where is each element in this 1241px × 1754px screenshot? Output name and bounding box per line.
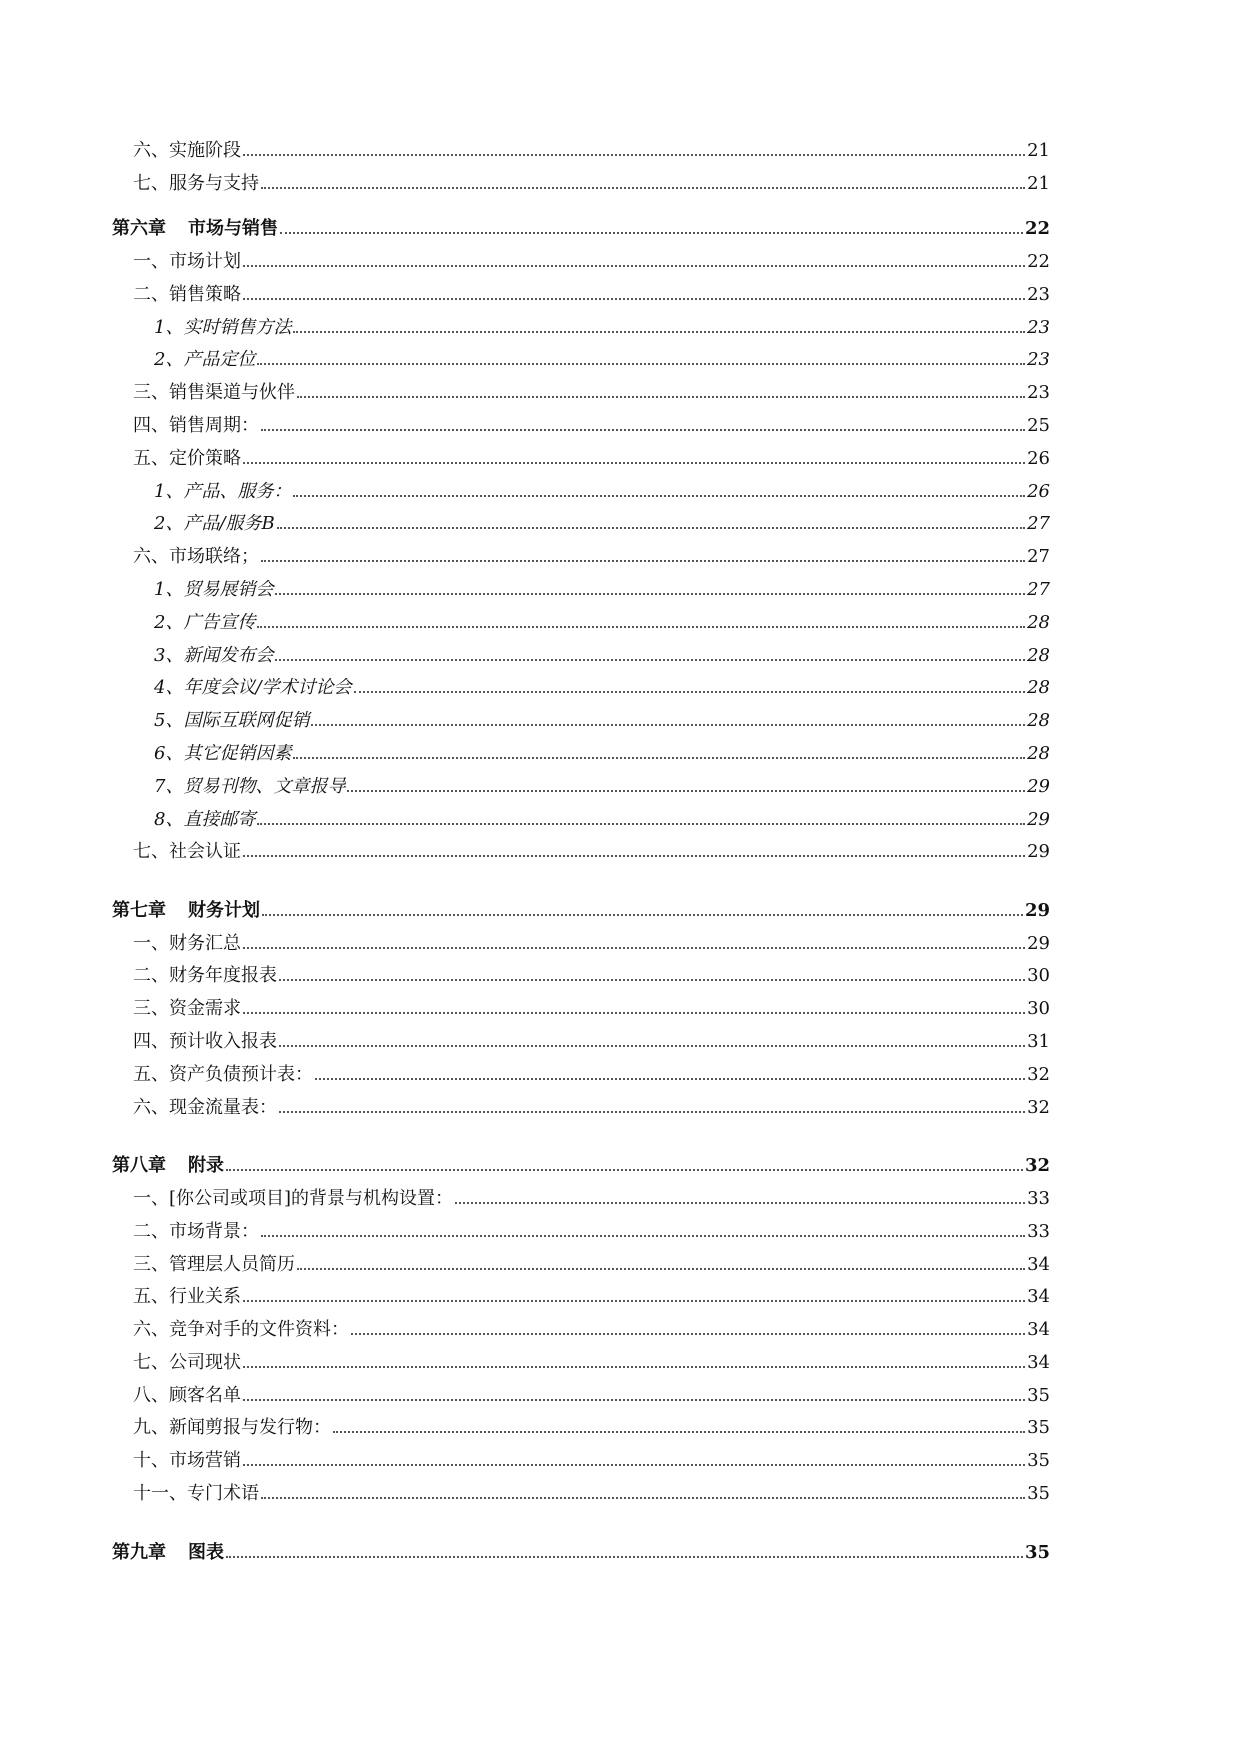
toc-entry-title: 3、新闻发布会 bbox=[154, 644, 274, 666]
toc-page-number: 29 bbox=[1027, 841, 1050, 863]
toc-entry-title: 八、顾客名单 bbox=[133, 1384, 241, 1406]
toc-page-number: 34 bbox=[1027, 1351, 1050, 1373]
toc-entry-title: 5、国际互联网促销 bbox=[154, 710, 310, 732]
toc-page-number: 29 bbox=[1027, 775, 1050, 797]
toc-section-entry[interactable] bbox=[112, 987, 1050, 1020]
toc-dot-leader bbox=[333, 1431, 1025, 1433]
toc-section-entry[interactable] bbox=[112, 1341, 1050, 1374]
toc-section-entry[interactable] bbox=[112, 1374, 1050, 1407]
toc-entry-title bbox=[112, 1155, 224, 1177]
toc-dot-leader bbox=[261, 560, 1025, 562]
toc-subsection-entry[interactable] bbox=[112, 568, 1050, 601]
toc-dot-leader bbox=[257, 363, 1025, 365]
toc-subsection-entry[interactable] bbox=[112, 634, 1050, 667]
toc-page-number: 23 bbox=[1027, 283, 1050, 305]
toc-page-number: 22 bbox=[1027, 250, 1050, 272]
toc-dot-leader bbox=[243, 1300, 1025, 1302]
toc-entry-title: 十、市场营销 bbox=[133, 1450, 241, 1472]
toc-dot-leader bbox=[261, 429, 1025, 431]
toc-entry-title: 四、预计收入报表 bbox=[133, 1031, 277, 1053]
toc-entry-title: 8、直接邮寄 bbox=[154, 808, 256, 830]
toc-dot-leader bbox=[243, 298, 1025, 300]
toc-section-entry[interactable] bbox=[112, 273, 1050, 306]
toc-dot-leader bbox=[275, 659, 1025, 661]
toc-page-number: 35 bbox=[1027, 1417, 1050, 1439]
toc-page-number: 31 bbox=[1027, 1031, 1050, 1053]
toc-dot-leader bbox=[297, 396, 1025, 398]
toc-page-number: 35 bbox=[1027, 1384, 1050, 1406]
toc-page-number: 28 bbox=[1027, 710, 1050, 732]
toc-dot-leader bbox=[243, 1464, 1025, 1466]
toc-page-number: 26 bbox=[1027, 480, 1050, 502]
toc-entry-title: 4、年度会议/学术讨论会 bbox=[154, 677, 352, 699]
toc-dot-leader bbox=[243, 1366, 1025, 1368]
toc-entry-title: 6、其它促销因素 bbox=[154, 742, 292, 764]
toc-chapter-number: 第九章 bbox=[112, 1541, 166, 1563]
toc-section-entry[interactable] bbox=[112, 1407, 1050, 1440]
toc-chapter-entry[interactable] bbox=[112, 195, 1050, 241]
toc-section-entry[interactable] bbox=[112, 1177, 1050, 1210]
toc-dot-leader bbox=[293, 331, 1025, 333]
toc-entry-title: 七、公司现状 bbox=[133, 1351, 241, 1373]
toc-page-number: 27 bbox=[1027, 546, 1050, 568]
toc-subsection-entry[interactable] bbox=[112, 306, 1050, 339]
toc-page-number: 26 bbox=[1027, 447, 1050, 469]
toc-chapter-number: 第七章 bbox=[112, 899, 166, 921]
toc-page-number: 21 bbox=[1027, 172, 1050, 194]
toc-dot-leader bbox=[315, 1078, 1025, 1080]
toc-page-number: 32 bbox=[1024, 1155, 1050, 1177]
toc-section-entry[interactable] bbox=[112, 1020, 1050, 1053]
toc-dot-leader bbox=[243, 947, 1025, 949]
toc-entry-title: 三、资金需求 bbox=[133, 998, 241, 1020]
toc-dot-leader bbox=[261, 187, 1025, 189]
toc-entry-title bbox=[112, 1542, 224, 1564]
toc-subsection-entry[interactable] bbox=[112, 732, 1050, 765]
toc-section-entry[interactable] bbox=[112, 535, 1050, 568]
toc-entry-title: 九、新闻剪报与发行物： bbox=[133, 1417, 331, 1439]
toc-dot-leader bbox=[243, 1012, 1025, 1014]
toc-page-number: 35 bbox=[1024, 1541, 1050, 1563]
toc-section-entry[interactable] bbox=[112, 955, 1050, 988]
toc-section-entry[interactable] bbox=[112, 922, 1050, 955]
toc-entry-title: 1、贸易展销会 bbox=[154, 578, 274, 600]
toc-entry-title: 十一、专门术语 bbox=[133, 1483, 259, 1505]
toc-page-number: 33 bbox=[1027, 1220, 1050, 1242]
toc-chapter-title: 财务计划 bbox=[188, 899, 260, 921]
toc-section-entry[interactable] bbox=[112, 1276, 1050, 1309]
toc-entry-title: 六、现金流量表： bbox=[133, 1096, 277, 1118]
toc-page-number: 28 bbox=[1027, 644, 1050, 666]
toc-page-number: 35 bbox=[1027, 1450, 1050, 1472]
toc-subsection-entry[interactable] bbox=[112, 699, 1050, 732]
toc-page-number: 33 bbox=[1027, 1187, 1050, 1209]
toc-dot-leader bbox=[243, 855, 1025, 857]
toc-dot-leader bbox=[279, 979, 1025, 981]
toc-dot-leader bbox=[354, 691, 1026, 693]
toc-dot-leader bbox=[226, 1556, 1023, 1558]
toc-chapter-title: 图表 bbox=[188, 1541, 224, 1563]
toc-section-entry[interactable] bbox=[112, 240, 1050, 273]
toc-page-number: 30 bbox=[1027, 965, 1050, 987]
toc-entry-title: 二、财务年度报表 bbox=[133, 965, 277, 987]
toc-subsection-entry[interactable] bbox=[112, 503, 1050, 536]
toc-entry-title: 2、产品定位 bbox=[154, 349, 256, 371]
toc-dot-leader bbox=[243, 265, 1025, 267]
toc-dot-leader bbox=[261, 1497, 1025, 1499]
toc-dot-leader bbox=[275, 593, 1025, 595]
toc-entry-title: 二、销售策略 bbox=[133, 283, 241, 305]
toc-page-number: 23 bbox=[1027, 316, 1050, 338]
table-of-contents bbox=[112, 129, 1050, 1564]
toc-section-entry[interactable] bbox=[112, 1243, 1050, 1276]
toc-dot-leader bbox=[226, 1169, 1023, 1171]
toc-entry-title: 二、市场背景： bbox=[133, 1220, 259, 1242]
toc-dot-leader bbox=[261, 1235, 1025, 1237]
toc-dot-leader bbox=[257, 823, 1025, 825]
toc-page-number: 30 bbox=[1027, 998, 1050, 1020]
toc-page-number: 29 bbox=[1027, 932, 1050, 954]
toc-dot-leader bbox=[347, 790, 1025, 792]
toc-chapter-entry[interactable] bbox=[112, 1505, 1050, 1564]
toc-page-number: 27 bbox=[1027, 513, 1050, 535]
toc-dot-leader bbox=[279, 1045, 1025, 1047]
toc-dot-leader bbox=[280, 232, 1023, 234]
toc-dot-leader bbox=[262, 914, 1023, 916]
toc-dot-leader bbox=[243, 154, 1025, 156]
toc-dot-leader bbox=[311, 724, 1025, 726]
toc-entry-title: 2、产品/服务B bbox=[154, 513, 275, 535]
toc-section-entry[interactable] bbox=[112, 1472, 1050, 1505]
toc-entry-title: 一、财务汇总 bbox=[133, 932, 241, 954]
toc-dot-leader bbox=[351, 1333, 1025, 1335]
toc-subsection-entry[interactable] bbox=[112, 601, 1050, 634]
toc-page-number: 32 bbox=[1027, 1063, 1050, 1085]
toc-entry-title: 六、竞争对手的文件资料： bbox=[133, 1319, 349, 1341]
toc-section-entry[interactable] bbox=[112, 831, 1050, 864]
toc-page-number: 27 bbox=[1027, 578, 1050, 600]
toc-subsection-entry[interactable] bbox=[112, 339, 1050, 372]
toc-entry-title: 四、销售周期： bbox=[133, 414, 259, 436]
toc-chapter-number: 第八章 bbox=[112, 1155, 166, 1177]
toc-dot-leader bbox=[297, 1268, 1025, 1270]
toc-entry-title: 7、贸易刊物、文章报导 bbox=[154, 775, 346, 797]
toc-section-entry[interactable] bbox=[112, 1086, 1050, 1119]
toc-dot-leader bbox=[243, 462, 1025, 464]
toc-entry-title: 七、服务与支持 bbox=[133, 172, 259, 194]
toc-page-number: 32 bbox=[1027, 1096, 1050, 1118]
toc-subsection-entry[interactable] bbox=[112, 470, 1050, 503]
toc-page-number: 29 bbox=[1024, 899, 1050, 921]
toc-dot-leader bbox=[257, 626, 1025, 628]
toc-dot-leader bbox=[293, 495, 1025, 497]
toc-section-entry[interactable] bbox=[112, 1210, 1050, 1243]
toc-section-entry[interactable] bbox=[112, 162, 1050, 195]
toc-page-number: 35 bbox=[1027, 1483, 1050, 1505]
toc-chapter-title: 市场与销售 bbox=[188, 218, 278, 240]
toc-section-entry[interactable] bbox=[112, 1308, 1050, 1341]
toc-entry-title: 三、管理层人员简历 bbox=[133, 1253, 295, 1275]
toc-entry-title: 三、销售渠道与伙伴 bbox=[133, 382, 295, 404]
toc-subsection-entry[interactable] bbox=[112, 798, 1050, 831]
toc-page-number: 25 bbox=[1027, 414, 1050, 436]
toc-entry-title: 2、广告宣传 bbox=[154, 611, 256, 633]
toc-section-entry[interactable] bbox=[112, 1439, 1050, 1472]
toc-dot-leader bbox=[277, 527, 1025, 529]
toc-section-entry[interactable] bbox=[112, 129, 1050, 162]
toc-entry-title: 七、社会认证 bbox=[133, 841, 241, 863]
toc-entry-title bbox=[112, 900, 260, 922]
toc-page-number: 28 bbox=[1027, 677, 1050, 699]
toc-entry-title: 五、定价策略 bbox=[133, 447, 241, 469]
toc-entry-title: 一、[你公司或项目]的背景与机构设置： bbox=[133, 1187, 454, 1209]
toc-entry-title: 六、实施阶段 bbox=[133, 139, 241, 161]
toc-page-number: 34 bbox=[1027, 1286, 1050, 1308]
toc-section-entry[interactable] bbox=[112, 1053, 1050, 1086]
toc-entry-title bbox=[112, 218, 278, 240]
toc-page-number: 21 bbox=[1027, 139, 1050, 161]
toc-page-number: 23 bbox=[1027, 349, 1050, 371]
toc-dot-leader bbox=[293, 757, 1025, 759]
toc-entry-title: 1、实时销售方法 bbox=[154, 316, 292, 338]
toc-page-number: 23 bbox=[1027, 382, 1050, 404]
toc-dot-leader bbox=[455, 1202, 1025, 1204]
toc-entry-title: 1、产品、服务： bbox=[154, 480, 292, 502]
toc-entry-title: 五、资产负债预计表： bbox=[133, 1063, 313, 1085]
toc-page-number: 28 bbox=[1027, 611, 1050, 633]
toc-subsection-entry[interactable] bbox=[112, 667, 1050, 700]
toc-page-number: 22 bbox=[1024, 218, 1050, 240]
toc-chapter-number: 第六章 bbox=[112, 218, 166, 240]
toc-chapter-entry[interactable] bbox=[112, 863, 1050, 922]
toc-page-number: 29 bbox=[1027, 808, 1050, 830]
toc-section-entry[interactable] bbox=[112, 371, 1050, 404]
toc-page-number: 34 bbox=[1027, 1319, 1050, 1341]
toc-entry-title: 一、市场计划 bbox=[133, 250, 241, 272]
toc-subsection-entry[interactable] bbox=[112, 765, 1050, 798]
toc-page-number: 34 bbox=[1027, 1253, 1050, 1275]
toc-chapter-title: 附录 bbox=[188, 1155, 224, 1177]
toc-entry-title: 五、行业关系 bbox=[133, 1286, 241, 1308]
toc-chapter-entry[interactable] bbox=[112, 1119, 1050, 1178]
toc-page-number: 28 bbox=[1027, 742, 1050, 764]
toc-entry-title: 六、市场联络； bbox=[133, 546, 259, 568]
toc-dot-leader bbox=[243, 1399, 1025, 1401]
toc-section-entry[interactable] bbox=[112, 437, 1050, 470]
toc-dot-leader bbox=[279, 1111, 1025, 1113]
toc-section-entry[interactable] bbox=[112, 404, 1050, 437]
